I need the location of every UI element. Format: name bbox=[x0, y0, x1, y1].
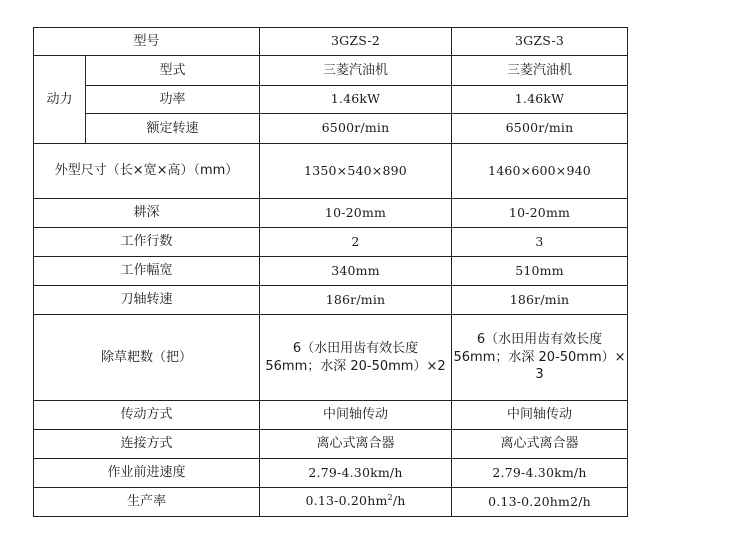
cell-value: 1350×540×890 bbox=[260, 144, 452, 199]
cell-value: 510mm bbox=[452, 257, 628, 286]
rake-value-2-line1: 6（水田用齿有效长度 bbox=[476, 332, 603, 348]
table-row bbox=[34, 401, 628, 430]
row-label: 刀轴转速 bbox=[34, 286, 260, 315]
cell-value: 340mm bbox=[260, 257, 452, 286]
cell-value: 离心式离合器 bbox=[452, 430, 628, 459]
cell-value: 2 bbox=[260, 228, 452, 257]
cell-value: 186r/min bbox=[452, 286, 628, 315]
table-row bbox=[34, 28, 628, 56]
cell-value: 6500r/min bbox=[452, 114, 628, 144]
cell-value: 1460×600×940 bbox=[452, 144, 628, 199]
rake-value-2-line3: 3 bbox=[535, 367, 544, 383]
table-row bbox=[34, 430, 628, 459]
rake-label: 除草耙数（把） bbox=[34, 315, 260, 401]
model-label: 型号 bbox=[34, 28, 260, 56]
row-label: 传动方式 bbox=[34, 401, 260, 430]
row-label: 功率 bbox=[86, 86, 260, 114]
table-row bbox=[34, 144, 628, 199]
cell-value: 2.79-4.30km/h bbox=[452, 459, 628, 488]
cell-value: 三菱汽油机 bbox=[452, 56, 628, 86]
spec-table bbox=[33, 27, 628, 517]
productivity-value-1 bbox=[260, 488, 452, 517]
table-row bbox=[34, 199, 628, 228]
table-row bbox=[34, 56, 628, 86]
productivity-value-2: 0.13-0.20hm2/h bbox=[452, 488, 628, 517]
row-label: 连接方式 bbox=[34, 430, 260, 459]
model-col1: 3GZS-2 bbox=[260, 28, 452, 56]
table-row bbox=[34, 286, 628, 315]
rake-value-1-line1: 6（水田用齿有效长度 bbox=[292, 340, 419, 356]
cell-value: 1.46kW bbox=[260, 86, 452, 114]
power-group-label: 动力 bbox=[34, 56, 86, 144]
table-row bbox=[34, 315, 628, 401]
row-label: 型式 bbox=[86, 56, 260, 86]
rake-value-1 bbox=[260, 315, 452, 401]
model-col2: 3GZS-3 bbox=[452, 28, 628, 56]
row-label: 作业前进速度 bbox=[34, 459, 260, 488]
table-row bbox=[34, 228, 628, 257]
productivity-value-1-unit: /h bbox=[392, 493, 406, 509]
cell-value: 中间轴传动 bbox=[260, 401, 452, 430]
row-label: 生产率 bbox=[34, 488, 260, 517]
row-label: 额定转速 bbox=[86, 114, 260, 144]
productivity-value-1-sup: 2 bbox=[387, 493, 393, 503]
cell-value: 离心式离合器 bbox=[260, 430, 452, 459]
row-label: 工作幅宽 bbox=[34, 257, 260, 286]
cell-value: 10-20mm bbox=[260, 199, 452, 228]
dimensions-label: 外型尺寸（长×宽×高）（mm） bbox=[34, 144, 260, 199]
table-row bbox=[34, 459, 628, 488]
cell-value: 2.79-4.30km/h bbox=[260, 459, 452, 488]
rake-value-1-line2: 56mm；水深 20-50mm）×2 bbox=[265, 358, 446, 374]
rake-value-2 bbox=[452, 315, 628, 401]
cell-value: 186r/min bbox=[260, 286, 452, 315]
table-row bbox=[34, 488, 628, 517]
productivity-value-1-main: 0.13-0.20hm bbox=[305, 493, 388, 509]
table-row bbox=[34, 86, 628, 114]
cell-value: 中间轴传动 bbox=[452, 401, 628, 430]
cell-value: 6500r/min bbox=[260, 114, 452, 144]
cell-value: 三菱汽油机 bbox=[260, 56, 452, 86]
row-label: 工作行数 bbox=[34, 228, 260, 257]
rake-value-2-line2: 56mm；水深 20-50mm）× bbox=[453, 349, 626, 365]
table-row bbox=[34, 114, 628, 144]
table-row bbox=[34, 257, 628, 286]
cell-value: 3 bbox=[452, 228, 628, 257]
cell-value: 1.46kW bbox=[452, 86, 628, 114]
row-label: 耕深 bbox=[34, 199, 260, 228]
cell-value: 10-20mm bbox=[452, 199, 628, 228]
